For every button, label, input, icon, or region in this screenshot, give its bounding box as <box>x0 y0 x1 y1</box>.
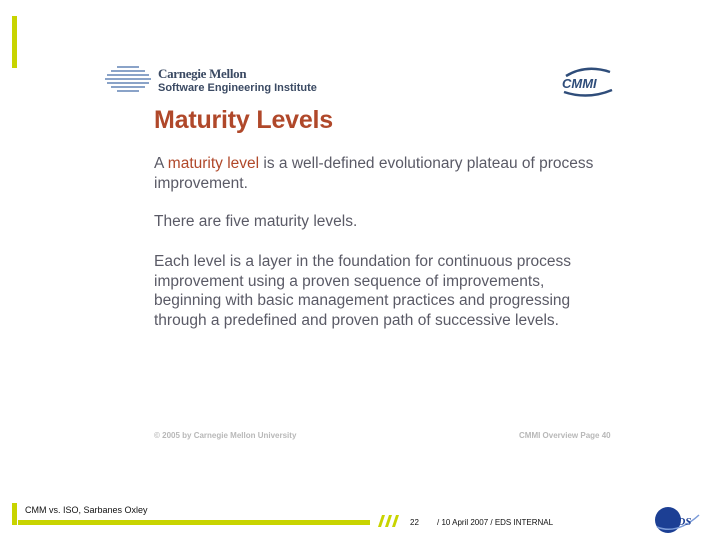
slashes-icon <box>378 515 400 527</box>
bottom-accent-bar <box>12 503 17 525</box>
cmmi-logo-text: CMMI <box>562 76 597 91</box>
foundation-paragraph: Each level is a layer in the foundation for continuous process improvement using a proven sequence of improvements, beginning with basic management practices and progressing through a predefined and proven path of successive levels. <box>154 253 572 329</box>
cmmi-logo <box>558 62 616 100</box>
levels-count-paragraph: There are five maturity levels. <box>154 213 358 230</box>
definition-prefix: A <box>154 155 168 172</box>
eds-logo-text: EDS <box>670 516 692 528</box>
slide-page-label: CMMI Overview Page 40 <box>519 431 611 440</box>
definition-paragraph <box>154 154 594 193</box>
presentation-title: CMM vs. ISO, Sarbanes Oxley <box>25 505 148 515</box>
slide-copyright: © 2005 by Carnegie Mellon University <box>154 431 297 440</box>
footer-meta: / 10 April 2007 / EDS INTERNAL <box>437 518 554 527</box>
institute-name: Software Engineering Institute <box>158 82 317 94</box>
eds-logo <box>653 505 701 535</box>
page-number: 22 <box>410 518 419 527</box>
slide-title: Maturity Levels <box>154 106 334 134</box>
org-name: Carnegie Mellon <box>158 66 247 81</box>
cmu-logo-text <box>158 67 317 94</box>
top-accent-bar <box>12 16 17 68</box>
highlight-term: maturity level <box>167 155 260 172</box>
definition-suffix: is a well-defined evolutionary plateau of process improvement. <box>154 155 594 192</box>
footer-accent-line <box>18 520 370 525</box>
